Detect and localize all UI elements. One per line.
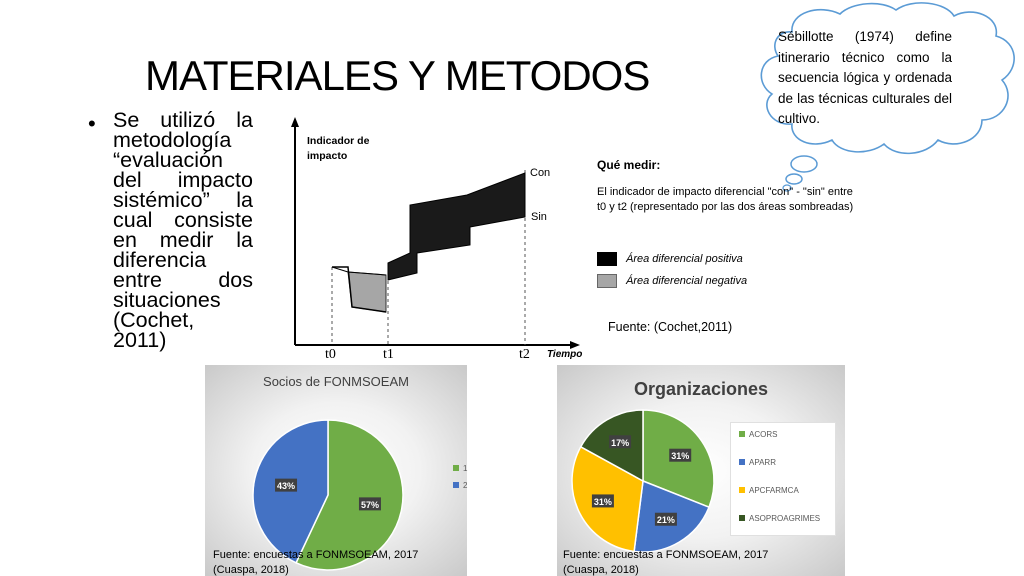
description-line2: t0 y t2 (representado por las dos áreas sombreadas) [597, 201, 854, 213]
data-label: 43% [277, 481, 296, 492]
pie-chart-1-source-line2: (Cuaspa, 2018) [213, 564, 289, 576]
x-label: Tiempo [547, 349, 583, 360]
legend-label: APARR [749, 458, 776, 467]
t0-label: t0 [325, 347, 336, 362]
pie-chart-2-source-line2: (Cuaspa, 2018) [563, 564, 639, 576]
legend-label: 1 [463, 464, 468, 473]
legend-swatch [739, 487, 745, 493]
label-con: Con [530, 167, 551, 179]
description-line1: El indicador de impacto diferencial "con" - "sin" entre [597, 186, 853, 198]
negative-area [348, 272, 386, 312]
pie-chart-2-title: Organizaciones [633, 379, 769, 399]
label-sin: Sin [531, 211, 547, 223]
legend-negative-label: Área diferencial negativa [626, 275, 748, 287]
cloud-text: Sébillotte (1974) define itinerario técnico como la secuencia lógica y ordenada de las técnicas culturales del cultivo. [778, 29, 952, 126]
legend-negative-swatch [597, 274, 617, 288]
positive-area [388, 173, 525, 280]
page-title: MATERIALES Y METODOS [145, 52, 650, 99]
diagram-source: Fuente: (Cochet,2011) [608, 320, 733, 334]
que-medir-label: Qué medir: [597, 158, 661, 172]
t2-label: t2 [519, 347, 530, 362]
legend-swatch [739, 431, 745, 437]
legend-swatch [739, 515, 745, 521]
legend-swatch [453, 465, 459, 471]
bullet-text: Se utilizó la metodología “evaluación del impacto sistémico” la cual consiste en medir la diferencia entre dos situaciones (Cochet, 2011) [113, 108, 253, 352]
legend-swatch [453, 482, 459, 488]
data-label: 21% [656, 515, 675, 526]
y-label-line2: impacto [307, 150, 348, 162]
y-label-line1: Indicador de [307, 135, 370, 147]
legend-label: APCFARMCA [749, 486, 799, 495]
y-axis-arrow-icon [291, 117, 299, 127]
t1-label: t1 [383, 347, 394, 362]
legend-positive-label: Área diferencial positiva [626, 253, 743, 265]
data-label: 57% [360, 499, 379, 510]
legend-label: 2 [463, 481, 468, 490]
legend-swatch [739, 459, 745, 465]
pie-chart-2-source-line1: Fuente: encuestas a FONMSOEAM, 2017 [563, 549, 769, 561]
pie-chart-1 [205, 365, 467, 576]
pie-chart-1-source-line1: Fuente: encuestas a FONMSOEAM, 2017 [213, 549, 419, 561]
legend-positive-swatch [597, 252, 617, 266]
pie-chart-1-title: Socios de FONMSOEAM [263, 374, 409, 389]
x-axis-arrow-icon [570, 341, 580, 349]
legend-label: ACORS [749, 430, 778, 439]
legend-label: ASOPROAGRIMES [749, 514, 821, 523]
data-label: 17% [611, 437, 630, 448]
bullet-marker: • [88, 111, 96, 136]
data-label: 31% [593, 496, 612, 507]
data-label: 31% [671, 451, 690, 462]
pie-chart-2 [557, 365, 845, 576]
